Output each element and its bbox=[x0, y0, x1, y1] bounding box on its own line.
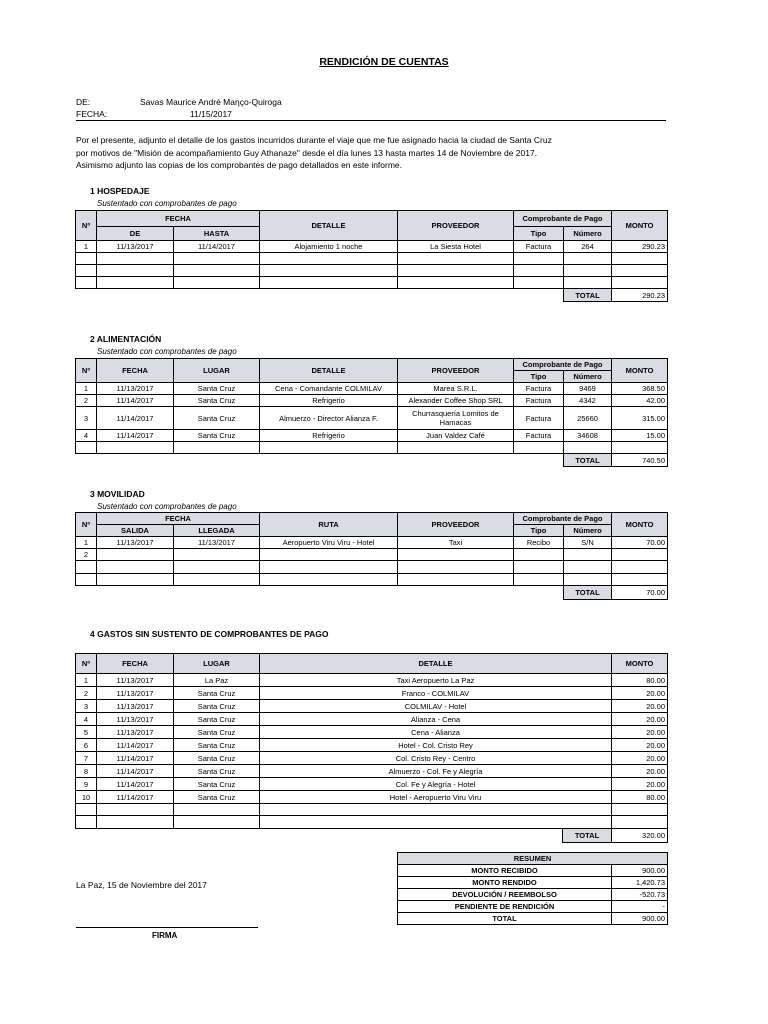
cell-fecha: 11/13/2017 bbox=[97, 687, 174, 700]
cell-lugar: Santa Cruz bbox=[174, 752, 260, 765]
col-header-n: Nº bbox=[76, 211, 97, 241]
cell-n: 2 bbox=[76, 687, 97, 700]
cell-fecha: 11/14/2017 bbox=[97, 739, 174, 752]
col-header-tipo: Tipo bbox=[514, 371, 564, 383]
cell-numero: S/N bbox=[564, 537, 612, 549]
cell-n: 1 bbox=[76, 383, 97, 395]
resumen-row bbox=[398, 901, 668, 913]
col-header-proveedor: PROVEEDOR bbox=[398, 513, 514, 537]
intro-line: Por el presente, adjunto el detalle de los gastos incurridos durante el viaje que me fue asignado hacia la ciudad de Santa Cruz bbox=[76, 135, 552, 145]
cell-monto: 290.23 bbox=[612, 241, 668, 253]
hospedaje-table bbox=[75, 210, 668, 302]
cell-lugar: Santa Cruz bbox=[174, 778, 260, 791]
total-label: TOTAL bbox=[562, 829, 612, 843]
cell-monto: 20.00 bbox=[612, 687, 668, 700]
alimentacion-table bbox=[75, 358, 668, 467]
col-header-detalle: DETALLE bbox=[260, 359, 398, 383]
cell-monto: 42.00 bbox=[612, 395, 668, 407]
intro-line: Asimismo adjunto las copias de los comprobantes de pago detallados en este informe. bbox=[76, 160, 403, 170]
cell-proveedor: Taxi bbox=[398, 537, 514, 549]
cell-n: 1 bbox=[76, 674, 97, 687]
resumen-value: 900.00 bbox=[612, 913, 668, 925]
resumen-value: -520.73 bbox=[612, 889, 668, 901]
cell-fecha: 11/14/2017 bbox=[97, 430, 174, 442]
table-row bbox=[76, 687, 668, 700]
col-header-comprobante: Comprobante de Pago bbox=[514, 211, 612, 227]
cell-monto: 70.00 bbox=[612, 537, 668, 549]
col-header-detalle: DETALLE bbox=[260, 211, 398, 241]
cell-fecha: 11/14/2017 bbox=[97, 765, 174, 778]
cell-detalle: COLMILAV - Hotel bbox=[260, 700, 612, 713]
col-header-numero: Número bbox=[564, 371, 612, 383]
cell-n: 2 bbox=[76, 395, 97, 407]
cell-detalle: Cena - Alianza bbox=[260, 726, 612, 739]
table-row bbox=[76, 778, 668, 791]
cell-detalle: Alojamiento 1 noche bbox=[260, 241, 398, 253]
col-header-tipo: Tipo bbox=[514, 525, 564, 537]
col-header-monto: MONTO bbox=[612, 211, 668, 241]
section-title-hospedaje: 1 HOSPEDAJE bbox=[90, 186, 150, 196]
resumen-value: - bbox=[612, 901, 668, 913]
total-value: 70.00 bbox=[612, 586, 668, 600]
col-header-hasta: HASTA bbox=[174, 227, 260, 241]
cell-n: 3 bbox=[76, 407, 97, 430]
cell-n: 10 bbox=[76, 791, 97, 804]
cell-monto: 20.00 bbox=[612, 713, 668, 726]
cell-detalle: Cena - Comandante COLMILAV bbox=[260, 383, 398, 395]
de-value: Savas Maurice André Maηço-Quiroga bbox=[140, 97, 282, 107]
cell-detalle: Almuerzo - Director Alianza F. bbox=[260, 407, 398, 430]
table-row bbox=[76, 407, 668, 430]
table-row-empty bbox=[76, 277, 668, 289]
cell-n: 4 bbox=[76, 430, 97, 442]
table-row bbox=[76, 739, 668, 752]
col-header-numero: Número bbox=[564, 227, 612, 241]
table-row-empty bbox=[76, 561, 668, 574]
table-row-empty bbox=[76, 442, 668, 454]
resumen-value: 1,420.73 bbox=[612, 877, 668, 889]
col-header-monto: MONTO bbox=[612, 513, 668, 537]
section-title-sin-sustento: 4 GASTOS SIN SUSTENTO DE COMPROBANTES DE PAGO bbox=[90, 629, 329, 639]
cell-n: 9 bbox=[76, 778, 97, 791]
cell-lugar: Santa Cruz bbox=[174, 383, 260, 395]
cell-lugar: Santa Cruz bbox=[174, 700, 260, 713]
cell-n: 8 bbox=[76, 765, 97, 778]
cell-n: 2 bbox=[76, 549, 97, 561]
cell-detalle: Refrigerio bbox=[260, 430, 398, 442]
document-title: RENDICIÓN DE CUENTAS bbox=[319, 56, 449, 68]
cell-fecha: 11/14/2017 bbox=[97, 752, 174, 765]
cell-monto: 20.00 bbox=[612, 700, 668, 713]
cell-lugar: Santa Cruz bbox=[174, 765, 260, 778]
cell-lugar: Santa Cruz bbox=[174, 687, 260, 700]
table-row bbox=[76, 537, 668, 549]
col-header-de: DE bbox=[97, 227, 174, 241]
cell-lugar: Santa Cruz bbox=[174, 407, 260, 430]
cell-detalle: Franco - COLMILAV bbox=[260, 687, 612, 700]
cell-proveedor: Alexander Coffee Shop SRL bbox=[398, 395, 514, 407]
cell-lugar: Santa Cruz bbox=[174, 726, 260, 739]
table-row bbox=[76, 430, 668, 442]
table-row bbox=[76, 752, 668, 765]
cell-proveedor: Juan Valdez Café bbox=[398, 430, 514, 442]
cell-tipo: Factura bbox=[514, 383, 564, 395]
col-header-ruta: RUTA bbox=[260, 513, 398, 537]
col-header-fecha: FECHA bbox=[97, 513, 260, 525]
cell-detalle: Col. Cristo Rey - Centro bbox=[260, 752, 612, 765]
cell-detalle: Taxi Aeropuerto La Paz bbox=[260, 674, 612, 687]
resumen-label: PENDIENTE DE RENDICIÓN bbox=[398, 901, 612, 913]
resumen-label: TOTAL bbox=[398, 913, 612, 925]
col-header-fecha: FECHA bbox=[97, 654, 174, 674]
total-value: 320.00 bbox=[612, 829, 668, 843]
cell-lugar: Santa Cruz bbox=[174, 791, 260, 804]
col-header-comprobante: Comprobante de Pago bbox=[514, 359, 612, 371]
place-date: La Paz, 15 de Noviembre del 2017 bbox=[76, 880, 207, 890]
cell-lugar: Santa Cruz bbox=[174, 739, 260, 752]
resumen-row bbox=[398, 865, 668, 877]
cell-tipo: Recibo bbox=[514, 537, 564, 549]
table-row-empty bbox=[76, 574, 668, 586]
table-row bbox=[76, 713, 668, 726]
table-row-empty bbox=[76, 253, 668, 265]
cell-llegada: 11/13/2017 bbox=[174, 537, 260, 549]
table-row-empty bbox=[76, 804, 668, 816]
total-row bbox=[76, 829, 668, 843]
cell-proveedor: La Siesta Hotel bbox=[398, 241, 514, 253]
col-header-numero: Número bbox=[564, 525, 612, 537]
signature-line bbox=[76, 927, 258, 928]
cell-detalle: Hotel - Aeropuerto Viru Viru bbox=[260, 791, 612, 804]
resumen-label: MONTO RECIBIDO bbox=[398, 865, 612, 877]
cell-proveedor: Marea S.R.L. bbox=[398, 383, 514, 395]
cell-monto: 20.00 bbox=[612, 778, 668, 791]
cell-n: 6 bbox=[76, 739, 97, 752]
cell-monto: 80.00 bbox=[612, 791, 668, 804]
table-row bbox=[76, 674, 668, 687]
cell-tipo: Factura bbox=[514, 407, 564, 430]
cell-monto: 80.00 bbox=[612, 674, 668, 687]
section-title-alimentacion: 2 ALIMENTACIÓN bbox=[90, 334, 162, 344]
cell-fecha: 11/13/2017 bbox=[97, 383, 174, 395]
cell-n: 5 bbox=[76, 726, 97, 739]
cell-monto: 20.00 bbox=[612, 739, 668, 752]
cell-proveedor: Churrasquería Lomitos de Hamacas bbox=[398, 407, 514, 430]
cell-fecha: 11/13/2017 bbox=[97, 674, 174, 687]
col-header-tipo: Tipo bbox=[514, 227, 564, 241]
total-row bbox=[76, 586, 668, 600]
col-header-n: Nº bbox=[76, 513, 97, 537]
cell-numero: 25660 bbox=[564, 407, 612, 430]
total-value: 740.50 bbox=[612, 454, 668, 467]
resumen-table bbox=[397, 852, 668, 925]
cell-monto: 20.00 bbox=[612, 765, 668, 778]
cell-salida: 11/13/2017 bbox=[97, 537, 174, 549]
cell-ruta: Aeropuerto Viru Viru - Hotel bbox=[260, 537, 398, 549]
cell-tipo: Factura bbox=[514, 241, 564, 253]
col-header-detalle: DETALLE bbox=[260, 654, 612, 674]
cell-detalle: Alianza - Cena bbox=[260, 713, 612, 726]
table-row bbox=[76, 765, 668, 778]
col-header-lugar: LUGAR bbox=[174, 359, 260, 383]
fecha-label: FECHA: bbox=[76, 109, 108, 119]
col-header-lugar: LUGAR bbox=[174, 654, 260, 674]
col-header-comprobante: Comprobante de Pago bbox=[514, 513, 612, 525]
section-note-alimentacion: Sustentado con comprobantes de pago bbox=[97, 347, 237, 356]
de-label: DE: bbox=[76, 97, 91, 107]
total-label: TOTAL bbox=[564, 586, 612, 600]
cell-n: 7 bbox=[76, 752, 97, 765]
table-row-empty bbox=[76, 816, 668, 829]
col-header-fecha: FECHA bbox=[97, 211, 260, 227]
cell-n: 1 bbox=[76, 241, 97, 253]
table-row bbox=[76, 549, 668, 561]
cell-hasta: 11/14/2017 bbox=[174, 241, 260, 253]
table-row bbox=[76, 726, 668, 739]
cell-tipo: Factura bbox=[514, 395, 564, 407]
cell-numero: 4342 bbox=[564, 395, 612, 407]
col-header-monto: MONTO bbox=[612, 359, 668, 383]
table-row bbox=[76, 395, 668, 407]
cell-monto: 368.50 bbox=[612, 383, 668, 395]
cell-fecha: 11/13/2017 bbox=[97, 700, 174, 713]
table-row-empty bbox=[76, 265, 668, 277]
cell-tipo: Factura bbox=[514, 430, 564, 442]
cell-n: 4 bbox=[76, 713, 97, 726]
resumen-title: RESUMEN bbox=[398, 853, 668, 865]
col-header-n: Nº bbox=[76, 359, 97, 383]
intro-paragraph bbox=[76, 134, 676, 172]
section-title-movilidad: 3 MOVILIDAD bbox=[90, 489, 145, 499]
cell-fecha: 11/14/2017 bbox=[97, 407, 174, 430]
movilidad-table bbox=[75, 512, 668, 600]
intro-line: por motivos de "Misión de acompañamiento Guy Athanaze" desde el día lunes 13 hasta martes 14 de Noviembre de 2017. bbox=[76, 147, 538, 158]
cell-monto: 20.00 bbox=[612, 752, 668, 765]
resumen-label: MONTO RENDIDO bbox=[398, 877, 612, 889]
table-row bbox=[76, 241, 668, 253]
cell-detalle: Refrigerio bbox=[260, 395, 398, 407]
resumen-label: DEVOLUCIÓN / REEMBOLSO bbox=[398, 889, 612, 901]
cell-n: 3 bbox=[76, 700, 97, 713]
cell-numero: 34608 bbox=[564, 430, 612, 442]
resumen-row bbox=[398, 913, 668, 925]
section-note-hospedaje: Sustentado con comprobantes de pago bbox=[97, 199, 237, 208]
cell-lugar: Santa Cruz bbox=[174, 713, 260, 726]
fecha-value: 11/15/2017 bbox=[190, 109, 232, 119]
col-header-proveedor: PROVEEDOR bbox=[398, 359, 514, 383]
cell-numero: 264 bbox=[564, 241, 612, 253]
table-row bbox=[76, 791, 668, 804]
cell-fecha: 11/14/2017 bbox=[97, 778, 174, 791]
total-row bbox=[76, 289, 668, 302]
sin-sustento-table bbox=[75, 653, 668, 843]
cell-fecha: 11/13/2017 bbox=[97, 713, 174, 726]
col-header-n: Nº bbox=[76, 654, 97, 674]
cell-detalle: Hotel - Col. Cristo Rey bbox=[260, 739, 612, 752]
total-label: TOTAL bbox=[564, 289, 612, 302]
col-header-proveedor: PROVEEDOR bbox=[398, 211, 514, 241]
col-header-fecha: FECHA bbox=[97, 359, 174, 383]
col-header-salida: SALIDA bbox=[97, 525, 174, 537]
cell-lugar: Santa Cruz bbox=[174, 395, 260, 407]
cell-lugar: La Paz bbox=[174, 674, 260, 687]
total-label: TOTAL bbox=[564, 454, 612, 467]
col-header-monto: MONTO bbox=[612, 654, 668, 674]
cell-monto: 315.00 bbox=[612, 407, 668, 430]
cell-numero: 9469 bbox=[564, 383, 612, 395]
cell-detalle: Almuerzo - Col. Fe y Alegría bbox=[260, 765, 612, 778]
resumen-row bbox=[398, 889, 668, 901]
signature-label: FIRMA bbox=[152, 931, 178, 940]
cell-de: 11/13/2017 bbox=[97, 241, 174, 253]
section-note-movilidad: Sustentado con comprobantes de pago bbox=[97, 502, 237, 511]
resumen-value: 900.00 bbox=[612, 865, 668, 877]
col-header-llegada: LLEGADA bbox=[174, 525, 260, 537]
total-row bbox=[76, 454, 668, 467]
table-row bbox=[76, 383, 668, 395]
total-value: 290.23 bbox=[612, 289, 668, 302]
table-row bbox=[76, 700, 668, 713]
cell-lugar: Santa Cruz bbox=[174, 430, 260, 442]
cell-n: 1 bbox=[76, 537, 97, 549]
cell-fecha: 11/14/2017 bbox=[97, 395, 174, 407]
cell-fecha: 11/14/2017 bbox=[97, 791, 174, 804]
cell-monto: 15.00 bbox=[612, 430, 668, 442]
cell-detalle: Col. Fe y Alegría - Hotel bbox=[260, 778, 612, 791]
cell-monto: 20.00 bbox=[612, 726, 668, 739]
resumen-row bbox=[398, 877, 668, 889]
cell-fecha: 11/13/2017 bbox=[97, 726, 174, 739]
header-divider bbox=[76, 120, 666, 121]
